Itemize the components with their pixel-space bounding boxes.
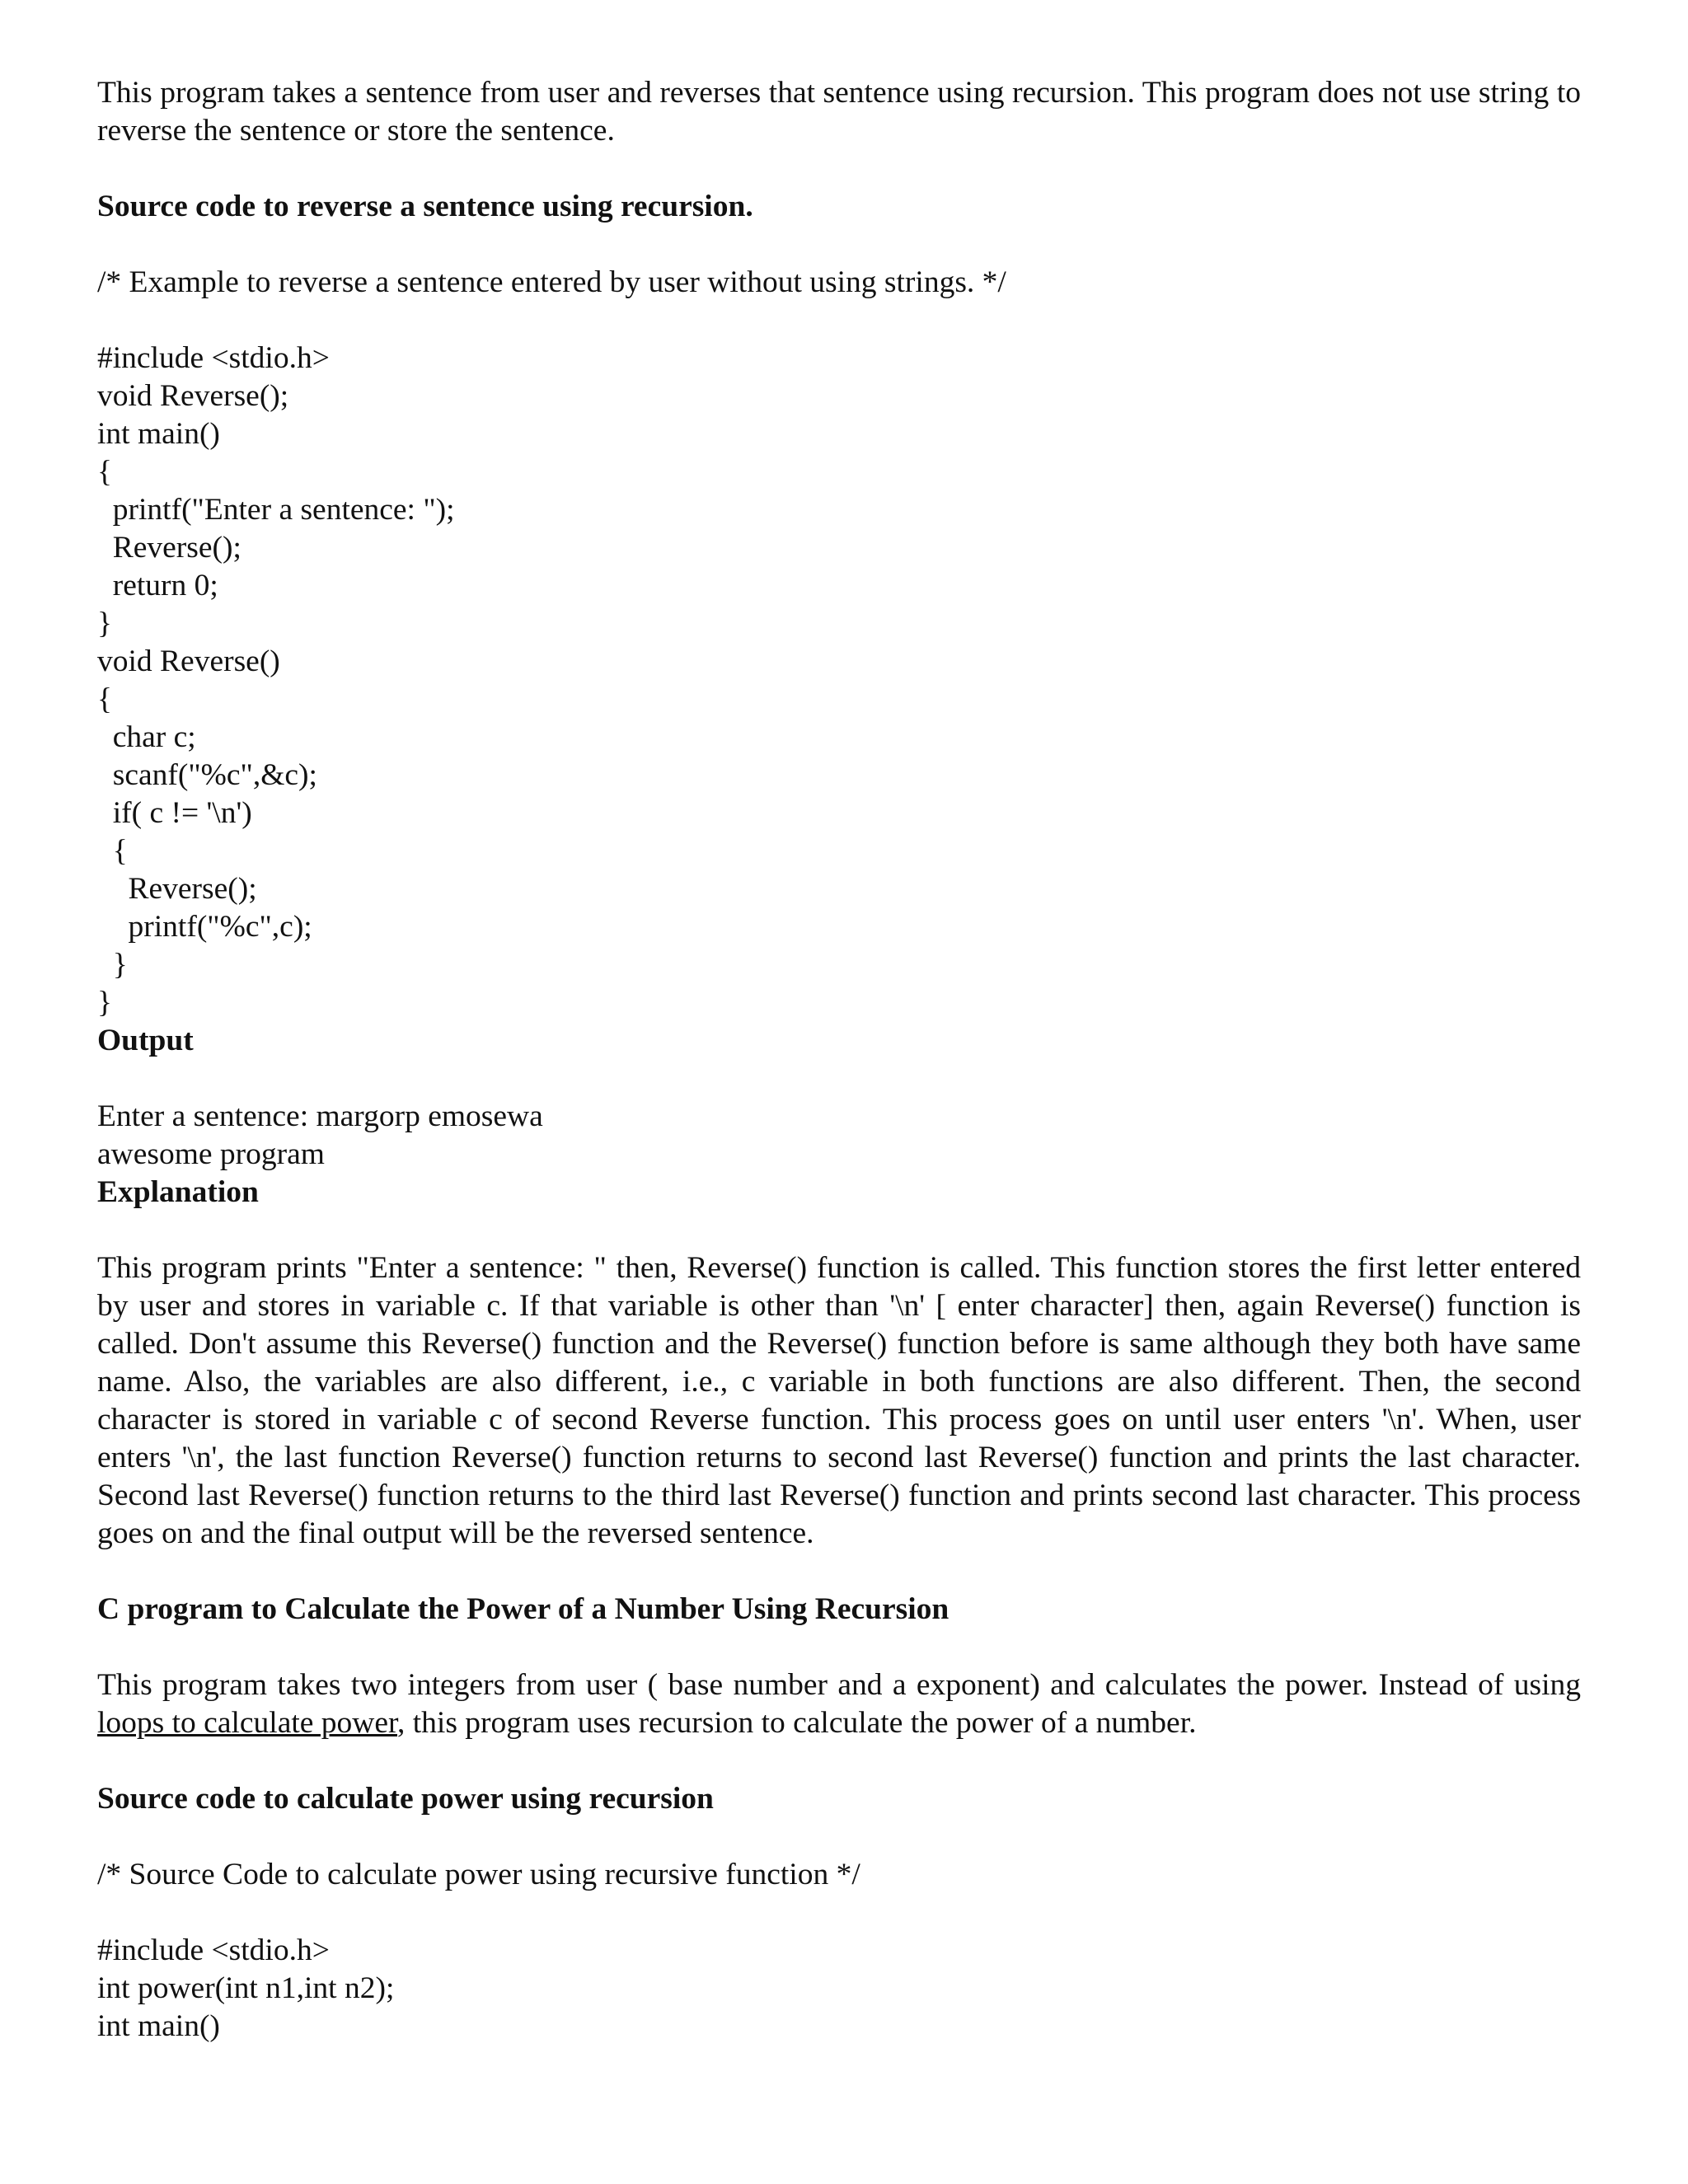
code-line: int main() xyxy=(97,417,220,451)
section-heading-power: C program to Calculate the Power of a Number Using Recursion xyxy=(97,1592,950,1626)
explanation-heading: Explanation xyxy=(97,1175,259,1209)
code-line: void Reverse() xyxy=(97,644,280,678)
section-heading-reverse: Source code to reverse a sentence using recursion. xyxy=(97,190,753,223)
power-intro-text: This program takes two integers from user ( base number and a exponent) and calculates the power. Instead of using xyxy=(97,1668,1581,1702)
document-page xyxy=(97,74,1581,2046)
code-block-reverse xyxy=(97,340,1581,1022)
code-line: printf("Enter a sentence: "); xyxy=(97,493,455,527)
code-line: } xyxy=(97,607,112,640)
code-line: #include <stdio.h> xyxy=(97,341,330,375)
section-heading-power-source: Source code to calculate power using recursion xyxy=(97,1782,714,1816)
output-block xyxy=(97,1098,1581,1174)
code-line: printf("%c",c); xyxy=(97,910,312,944)
code-line: #include <stdio.h> xyxy=(97,1933,330,1967)
code-line: if( c != '\n') xyxy=(97,796,252,830)
code-line: char c; xyxy=(97,720,196,754)
code-line: int main() xyxy=(97,2009,220,2043)
code-block-power xyxy=(97,1932,1581,2046)
output-line: awesome program xyxy=(97,1137,325,1171)
code-line: void Reverse(); xyxy=(97,379,289,413)
code-line: Reverse(); xyxy=(97,531,241,565)
code-line: { xyxy=(97,455,112,489)
code-line: { xyxy=(97,682,112,716)
code-line: scanf("%c",&c); xyxy=(97,758,317,792)
output-line: Enter a sentence: margorp emosewa xyxy=(97,1099,543,1133)
code-line: int power(int n1,int n2); xyxy=(97,1971,395,2005)
code-comment-reverse: /* Example to reverse a sentence entered by user without using strings. */ xyxy=(97,265,1006,299)
explanation-paragraph: This program prints "Enter a sentence: " then, Reverse() function is called. This function stores the first letter entered by user and stores in variable c. If that variable is other than '\n' [ enter character] then, again Reverse() function is called. Don't assume this Reverse() function and the Reverse() function before is same although they both have same name. Also, the variables are also different, i.e., c variable in both functions are also different. Then, the second character is stored in variable c of second Reverse function. This process goes on until user enters '\n'. When, user enters '\n', the last function Reverse() function returns to second last Reverse() function and prints the last character. Second last Reverse() function returns to the third last Reverse() function and prints second last character. This process goes on and the final output will be the reversed sentence. xyxy=(97,1251,1581,1550)
code-line: } xyxy=(97,986,112,1019)
code-line: } xyxy=(97,948,128,982)
code-line: return 0; xyxy=(97,569,218,602)
power-intro-text-end: , this program uses recursion to calculate the power of a number. xyxy=(397,1706,1197,1740)
code-line: { xyxy=(97,834,128,868)
loops-power-link[interactable]: loops to calculate power xyxy=(97,1706,397,1740)
code-line: Reverse(); xyxy=(97,872,257,906)
code-comment-power: /* Source Code to calculate power using recursive function */ xyxy=(97,1858,860,1891)
output-heading: Output xyxy=(97,1024,194,1057)
power-intro-paragraph xyxy=(97,1666,1581,1742)
intro-paragraph: This program takes a sentence from user and reverses that sentence using recursion. This program does not use string to reverse the sentence or store the sentence. xyxy=(97,76,1581,148)
